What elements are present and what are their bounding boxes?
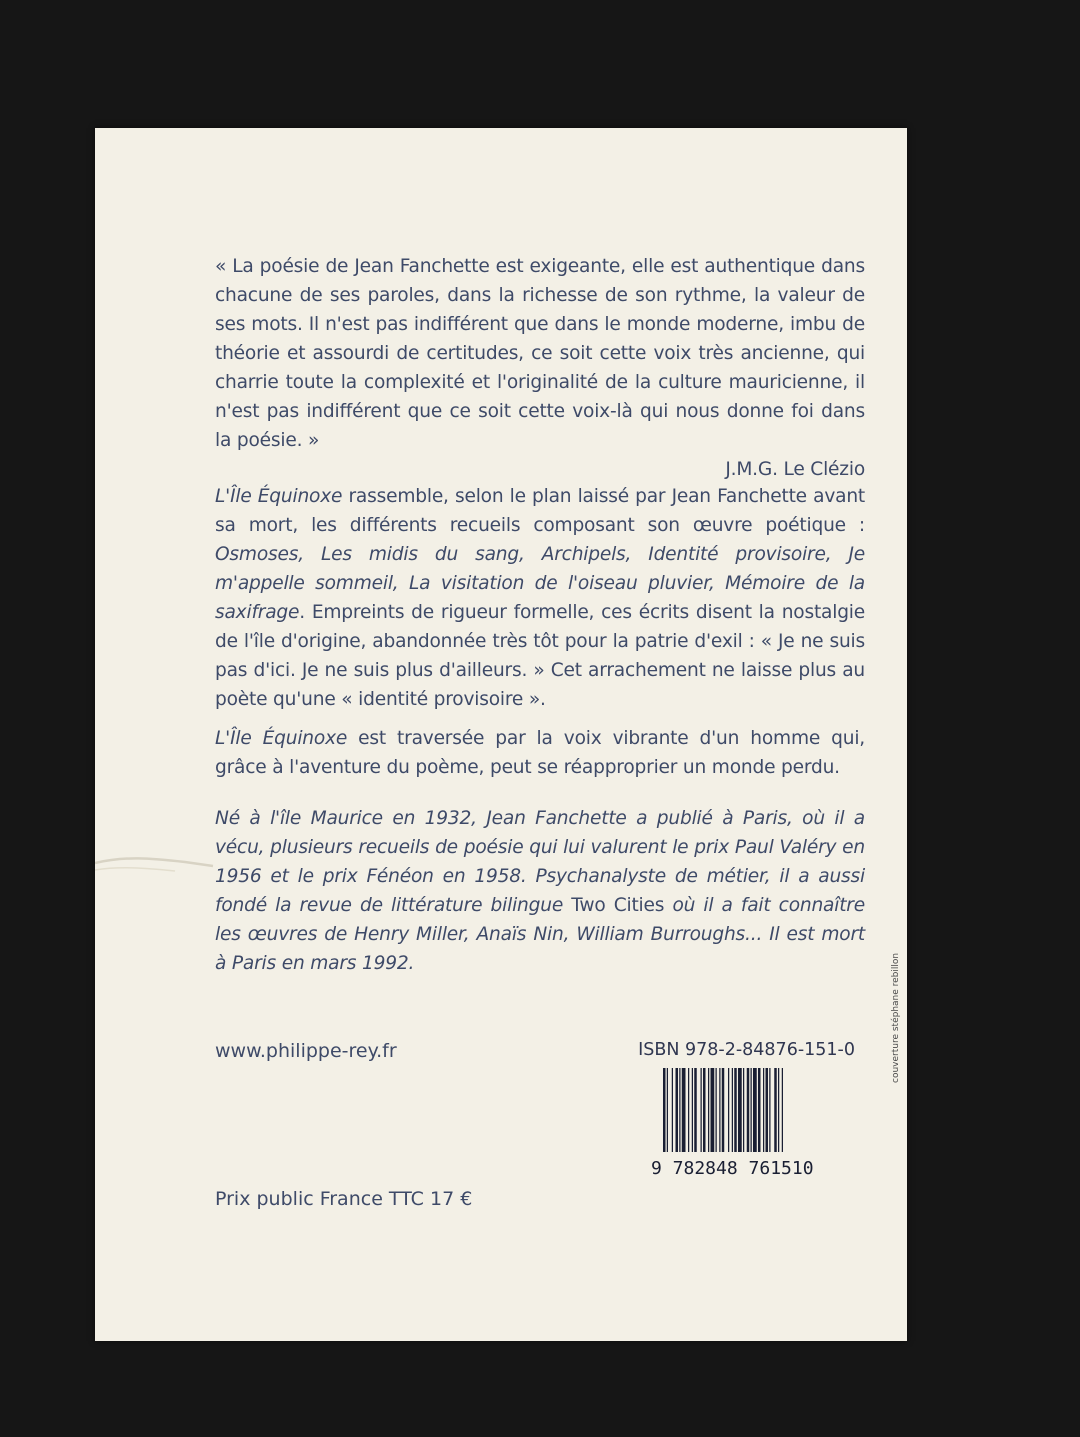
presentation-paragraph-2 — [215, 724, 865, 782]
price-label: Prix public France TTC 17 € — [215, 1188, 473, 1210]
isbn-label: ISBN 978-2-84876-151-0 — [638, 1040, 855, 1060]
barcode-bar — [716, 1068, 717, 1152]
barcode-bar — [679, 1068, 680, 1152]
barcode-bar — [711, 1068, 715, 1152]
barcode-bars — [649, 1068, 852, 1178]
barcode-bar — [682, 1068, 686, 1152]
revue-title: Two Cities — [571, 895, 665, 916]
barcode-bar — [751, 1068, 752, 1152]
presentation-text: rassemble, selon le plan laissé par Jean Fanchette avant sa mort, les différents recueils composant son œuvre poétique : — [215, 486, 865, 536]
barcode-bar — [703, 1068, 706, 1152]
barcode-bar — [719, 1068, 720, 1152]
barcode-bar — [743, 1068, 744, 1152]
presentation-text: . Empreints de rigueur formelle, ces écrits disent la nostalgie de l'île d'origine, abandonnée très tôt pour la patrie d'exil : « Je ne suis pas d'ici. Je ne suis plus d'ailleurs. » Cet arrachement ne laisse plus au poète qu'une « identité provisoire ». — [215, 602, 865, 710]
barcode-bar — [778, 1068, 779, 1152]
barcode-bar — [694, 1068, 697, 1152]
collection-titles: Osmoses, Les midis du sang, Archipels, Identité provisoire, Je m'appelle sommeil, La visitation de l'oiseau pluvier, Mémoire de la saxifrage — [215, 544, 865, 623]
barcode-bar — [782, 1068, 783, 1152]
quote-text: « La poésie de Jean Fanchette est exigeante, elle est authentique dans chacune de ses paroles, dans la richesse de son rythme, la valeur de ses mots. Il n'est pas indifférent que dans le monde moderne, imbu de théorie et assourdi de certitudes, ce soit cette voix très ancienne, qui charrie toute la complexité et l'originalité de la culture mauricienne, il n'est pas indifférent que ce soit cette voix-là qui nous donne foi dans la poésie. » — [215, 256, 865, 451]
barcode-bar — [667, 1068, 668, 1152]
author-bio — [215, 804, 865, 978]
barcode — [649, 1068, 852, 1178]
barcode-bar — [732, 1068, 733, 1152]
worn-crease — [95, 818, 215, 898]
barcode-bar — [738, 1068, 742, 1152]
barcode-bar — [728, 1068, 729, 1152]
publisher-website: www.philippe-rey.fr — [215, 1040, 397, 1062]
barcode-bar — [766, 1068, 769, 1152]
book-title: L'Île Équinoxe — [215, 486, 343, 507]
barcode-bar — [676, 1068, 679, 1152]
barcode-bar — [688, 1068, 689, 1152]
barcode-bar — [753, 1068, 757, 1152]
barcode-bar — [758, 1068, 761, 1152]
barcode-bar — [763, 1068, 764, 1152]
cover-credit: couverture stéphane rebillon — [891, 952, 901, 1083]
barcode-bar — [663, 1068, 666, 1152]
barcode-bar — [692, 1068, 693, 1152]
presentation-paragraph-1 — [215, 482, 865, 714]
presentation-text: est traversée par la voix vibrante d'un homme qui, grâce à l'aventure du poème, peut se réapproprier un monde perdu. — [215, 728, 866, 778]
barcode-bar — [774, 1068, 777, 1152]
barcode-number: 9 782848 761510 — [651, 1158, 814, 1178]
book-title: L'Île Équinoxe — [215, 728, 348, 749]
presentation-block — [215, 482, 865, 792]
barcode-bar — [747, 1068, 750, 1152]
bio-text: Né à l'île Maurice en 1932, Jean Fanchette a publié à Paris, où il a vécu, plusieurs recueils de poésie qui lui valurent le prix Paul Valéry en 1956 et le prix Fénéon en 1958. Psychanalyste de métier, il a aussi fondé la revue de littérature bilingue — [215, 808, 865, 916]
book-back-cover — [95, 128, 907, 1341]
barcode-bar — [734, 1068, 737, 1152]
barcode-bar — [672, 1068, 673, 1152]
barcode-bar — [701, 1068, 702, 1152]
bio-text: où il a fait connaître les œuvres de Henry Miller, Anaïs Nin, William Burroughs... Il est mort à Paris en mars 1992. — [215, 895, 865, 974]
barcode-bar — [722, 1068, 725, 1152]
barcode-bar — [708, 1068, 709, 1152]
quote-attribution: J.M.G. Le Clézio — [725, 459, 865, 480]
barcode-bar — [769, 1068, 770, 1152]
quote-block — [215, 252, 865, 484]
